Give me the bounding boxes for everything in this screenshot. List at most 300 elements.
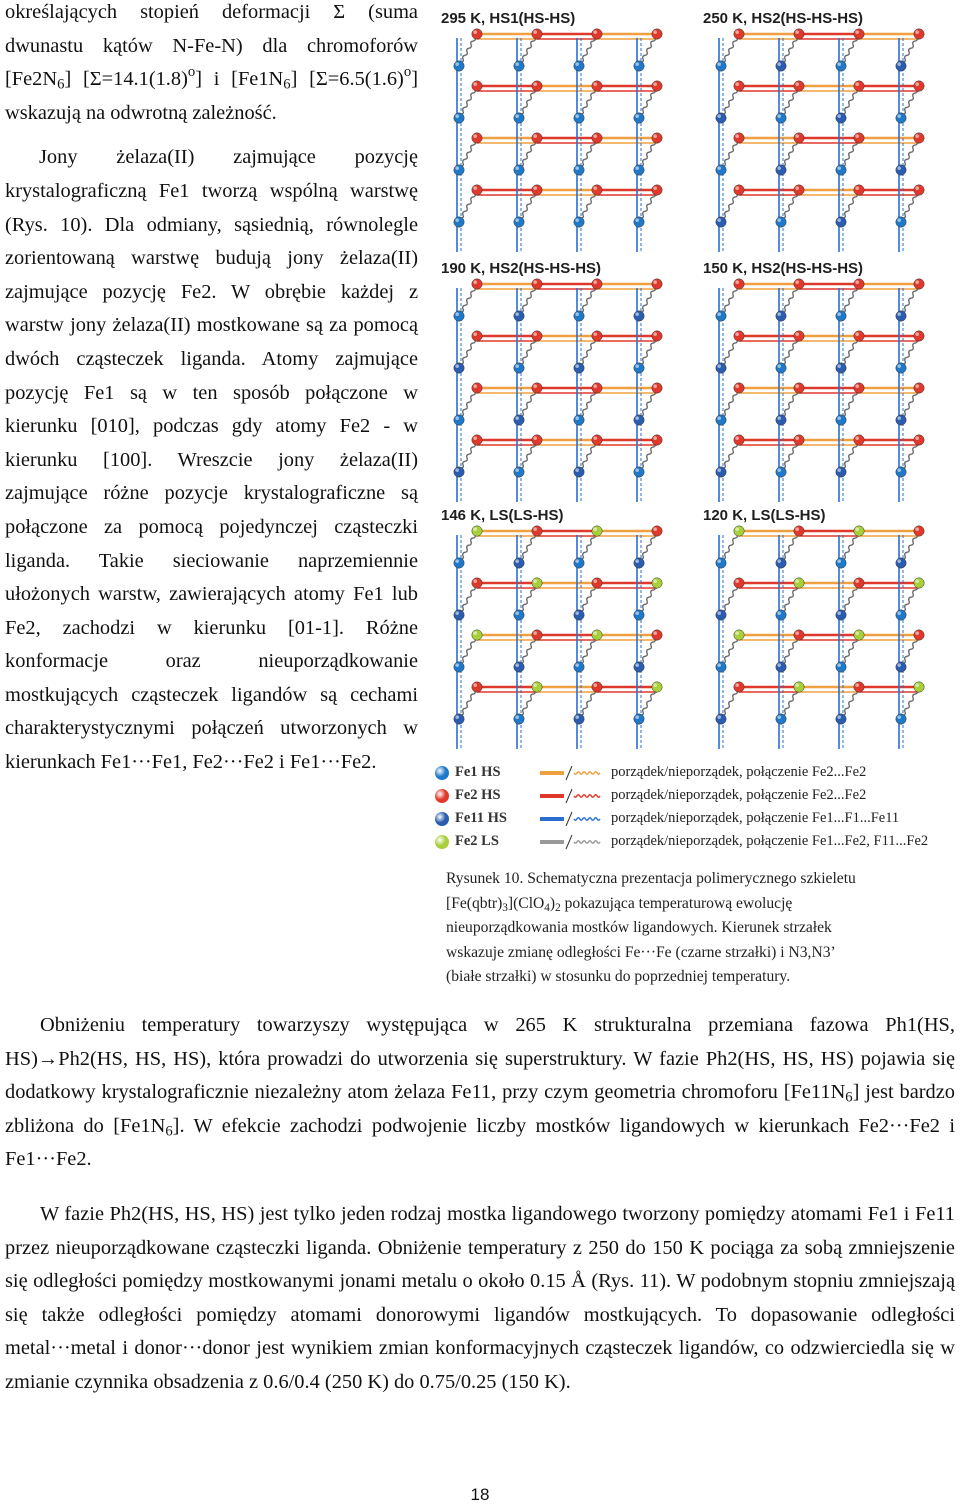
atom-highlight bbox=[777, 416, 781, 420]
fe-atom bbox=[794, 185, 804, 195]
fe-atom bbox=[592, 383, 602, 393]
atom-highlight bbox=[735, 631, 739, 635]
lattice-group bbox=[716, 29, 924, 252]
fe-atom bbox=[574, 610, 584, 620]
atom-highlight bbox=[575, 218, 579, 222]
fe-atom bbox=[472, 29, 482, 39]
fe-atom bbox=[574, 217, 584, 227]
fe-atom bbox=[652, 578, 662, 588]
fe-atom bbox=[896, 662, 906, 672]
fe-atom bbox=[854, 133, 864, 143]
fe-atom bbox=[514, 610, 524, 620]
atom-highlight bbox=[855, 384, 859, 388]
fe-atom bbox=[574, 558, 584, 568]
atom-highlight bbox=[455, 114, 459, 118]
atom-highlight bbox=[717, 611, 721, 615]
atom-highlight bbox=[837, 62, 841, 66]
fe-atom bbox=[836, 61, 846, 71]
atom-highlight bbox=[653, 280, 657, 284]
fe-atom bbox=[776, 61, 786, 71]
fe-atom bbox=[652, 630, 662, 640]
atom-highlight bbox=[593, 436, 597, 440]
page-number: 18 bbox=[470, 1485, 490, 1504]
atom-highlight bbox=[717, 62, 721, 66]
fe-atom bbox=[896, 714, 906, 724]
atom-highlight bbox=[635, 364, 639, 368]
fe1-hs-atom-icon bbox=[435, 766, 449, 780]
fe-atom bbox=[532, 526, 542, 536]
atom-highlight bbox=[717, 166, 721, 170]
atom-highlight bbox=[533, 436, 537, 440]
atom-highlight bbox=[455, 416, 459, 420]
fe-atom bbox=[532, 185, 542, 195]
atom-highlight bbox=[515, 166, 519, 170]
atom-highlight bbox=[515, 416, 519, 420]
fe-atom bbox=[794, 435, 804, 445]
atom-highlight bbox=[635, 416, 639, 420]
fe-atom bbox=[794, 630, 804, 640]
fe-atom bbox=[836, 415, 846, 425]
fe-atom bbox=[592, 133, 602, 143]
fe-atom bbox=[652, 279, 662, 289]
lattice-panel-250K bbox=[695, 8, 953, 258]
fe-atom bbox=[574, 467, 584, 477]
fe-atom bbox=[574, 662, 584, 672]
lattice-panel-146K bbox=[433, 505, 691, 755]
lattice-group bbox=[454, 526, 662, 749]
separator-slash bbox=[566, 812, 572, 826]
fe-atom bbox=[794, 133, 804, 143]
atom-highlight bbox=[915, 30, 919, 34]
figure-caption bbox=[446, 867, 951, 990]
atom-highlight bbox=[795, 186, 799, 190]
atom-highlight bbox=[455, 166, 459, 170]
fe-atom bbox=[716, 165, 726, 175]
fe-atom bbox=[854, 383, 864, 393]
legend-text: porządek/nieporządek, połączenie Fe2...Fe2 bbox=[611, 787, 867, 803]
atom-highlight bbox=[795, 683, 799, 687]
atom-highlight bbox=[717, 559, 721, 563]
atom-highlight bbox=[915, 186, 919, 190]
atom-highlight bbox=[455, 468, 459, 472]
atom-highlight bbox=[653, 134, 657, 138]
fe-atom bbox=[716, 467, 726, 477]
atom-highlight bbox=[635, 312, 639, 316]
atom-highlight bbox=[897, 312, 901, 316]
fe-atom bbox=[634, 217, 644, 227]
atom-highlight bbox=[897, 166, 901, 170]
fe-atom bbox=[592, 81, 602, 91]
fe-atom bbox=[472, 526, 482, 536]
fe-atom bbox=[454, 217, 464, 227]
fe-atom bbox=[914, 578, 924, 588]
atom-highlight bbox=[915, 527, 919, 531]
atom-highlight bbox=[593, 332, 597, 336]
atom-highlight bbox=[473, 30, 477, 34]
lattice-diagram bbox=[695, 505, 953, 755]
atom-highlight bbox=[837, 312, 841, 316]
atom-highlight bbox=[855, 134, 859, 138]
fe-atom bbox=[734, 578, 744, 588]
atom-highlight bbox=[635, 62, 639, 66]
fe-atom bbox=[734, 81, 744, 91]
atom-highlight bbox=[575, 559, 579, 563]
fe-atom bbox=[776, 467, 786, 477]
fe-atom bbox=[454, 113, 464, 123]
atom-highlight bbox=[593, 527, 597, 531]
fe-atom bbox=[634, 467, 644, 477]
atom-highlight bbox=[635, 218, 639, 222]
atom-highlight bbox=[533, 579, 537, 583]
atom-highlight bbox=[915, 134, 919, 138]
atom-highlight bbox=[897, 468, 901, 472]
atom-highlight bbox=[653, 527, 657, 531]
atom-highlight bbox=[837, 715, 841, 719]
atom-highlight bbox=[795, 384, 799, 388]
fe-atom bbox=[574, 165, 584, 175]
fe-atom bbox=[634, 415, 644, 425]
atom-highlight bbox=[533, 384, 537, 388]
atom-highlight bbox=[575, 663, 579, 667]
caption-line: $[Fe(qbtr)_3](ClO_4)_2$ pokazująca temperaturową ewolucję bbox=[446, 894, 793, 914]
fe-atom bbox=[776, 165, 786, 175]
atom-highlight bbox=[575, 715, 579, 719]
fe-atom bbox=[734, 29, 744, 39]
atom-highlight bbox=[515, 364, 519, 368]
separator-slash bbox=[566, 766, 572, 780]
fe-atom bbox=[592, 29, 602, 39]
atom-highlight bbox=[455, 364, 459, 368]
atom-highlight bbox=[915, 683, 919, 687]
legend-text: porządek/nieporządek, połączenie Fe2...Fe2 bbox=[611, 764, 867, 780]
fe-atom bbox=[776, 217, 786, 227]
fe-atom bbox=[914, 133, 924, 143]
fe-atom bbox=[776, 558, 786, 568]
atom-highlight bbox=[473, 527, 477, 531]
fe-atom bbox=[836, 662, 846, 672]
fe-atom bbox=[854, 279, 864, 289]
panel-label: 295 K, HS1(HS-HS) bbox=[441, 10, 576, 27]
atom-highlight bbox=[473, 332, 477, 336]
atom-highlight bbox=[515, 559, 519, 563]
atom-highlight bbox=[777, 114, 781, 118]
fe-atom bbox=[652, 29, 662, 39]
fe2-hs-atom-icon bbox=[435, 789, 449, 803]
fe-atom bbox=[836, 714, 846, 724]
atom-highlight bbox=[455, 611, 459, 615]
fe-atom bbox=[592, 630, 602, 640]
atom-highlight bbox=[735, 436, 739, 440]
atom-highlight bbox=[735, 134, 739, 138]
atom-highlight bbox=[897, 364, 901, 368]
fe-atom bbox=[854, 526, 864, 536]
fe-atom bbox=[896, 311, 906, 321]
atom-highlight bbox=[735, 82, 739, 86]
fe-atom bbox=[854, 185, 864, 195]
fe-atom bbox=[472, 630, 482, 640]
atom-highlight bbox=[915, 280, 919, 284]
atom-highlight bbox=[533, 30, 537, 34]
atom-highlight bbox=[897, 559, 901, 563]
atom-highlight bbox=[855, 280, 859, 284]
fe-atom bbox=[896, 61, 906, 71]
fe-atom bbox=[854, 630, 864, 640]
fe-atom bbox=[532, 279, 542, 289]
fe11-hs-atom-icon bbox=[435, 812, 449, 826]
fe-atom bbox=[716, 113, 726, 123]
fe-atom bbox=[914, 331, 924, 341]
fe-atom bbox=[634, 610, 644, 620]
fe-atom bbox=[634, 558, 644, 568]
atom-highlight bbox=[735, 579, 739, 583]
fe-atom bbox=[652, 383, 662, 393]
fe-atom bbox=[514, 415, 524, 425]
fe-atom bbox=[652, 435, 662, 445]
fe-atom bbox=[574, 113, 584, 123]
caption-line: (białe strzałki) w stosunku do poprzedniej temperatury. bbox=[446, 968, 791, 986]
atom-highlight bbox=[575, 62, 579, 66]
separator-slash bbox=[566, 835, 572, 849]
atom-highlight bbox=[837, 114, 841, 118]
atom-highlight bbox=[533, 527, 537, 531]
fe-atom bbox=[854, 682, 864, 692]
fe-atom bbox=[914, 279, 924, 289]
fe-atom bbox=[716, 217, 726, 227]
fe-atom bbox=[794, 578, 804, 588]
fe-atom bbox=[592, 526, 602, 536]
lattice-group bbox=[716, 279, 924, 502]
legend-row-fe11-hs bbox=[433, 809, 960, 831]
fe-atom bbox=[896, 467, 906, 477]
fe-atom bbox=[532, 682, 542, 692]
atom-highlight bbox=[653, 683, 657, 687]
atom-highlight bbox=[735, 280, 739, 284]
fe-atom bbox=[896, 363, 906, 373]
atom-highlight bbox=[717, 218, 721, 222]
fe-atom bbox=[794, 383, 804, 393]
lattice-diagram bbox=[433, 258, 691, 508]
fe-atom bbox=[716, 714, 726, 724]
fe-atom bbox=[532, 630, 542, 640]
fe-atom bbox=[574, 363, 584, 373]
fe-atom bbox=[574, 714, 584, 724]
fe-atom bbox=[914, 29, 924, 39]
fe-atom bbox=[914, 682, 924, 692]
fe-atom bbox=[634, 311, 644, 321]
atom-highlight bbox=[777, 218, 781, 222]
fe-atom bbox=[896, 415, 906, 425]
atom-highlight bbox=[515, 468, 519, 472]
atom-highlight bbox=[837, 166, 841, 170]
atom-highlight bbox=[653, 436, 657, 440]
separator-slash bbox=[566, 789, 572, 803]
atom-highlight bbox=[575, 611, 579, 615]
atom-highlight bbox=[795, 134, 799, 138]
atom-highlight bbox=[533, 332, 537, 336]
atom-highlight bbox=[855, 579, 859, 583]
atom-highlight bbox=[795, 280, 799, 284]
atom-highlight bbox=[533, 186, 537, 190]
fe-atom bbox=[734, 279, 744, 289]
atom-highlight bbox=[855, 82, 859, 86]
fe-atom bbox=[472, 185, 482, 195]
atom-highlight bbox=[533, 134, 537, 138]
fe-atom bbox=[634, 714, 644, 724]
fe-atom bbox=[794, 331, 804, 341]
atom-highlight bbox=[575, 312, 579, 316]
atom-highlight bbox=[717, 715, 721, 719]
fe-atom bbox=[634, 662, 644, 672]
fe-atom bbox=[532, 29, 542, 39]
lattice-panel-120K bbox=[695, 505, 953, 755]
atom-highlight bbox=[533, 82, 537, 86]
fe-atom bbox=[532, 81, 542, 91]
fe-atom bbox=[574, 61, 584, 71]
fe-atom bbox=[854, 435, 864, 445]
fe-atom bbox=[634, 165, 644, 175]
atom-highlight bbox=[855, 332, 859, 336]
fe-atom bbox=[532, 133, 542, 143]
fe-atom bbox=[514, 311, 524, 321]
ligand-bridge bbox=[574, 841, 600, 844]
ligand-bridge bbox=[574, 795, 600, 798]
fe-atom bbox=[794, 682, 804, 692]
fe-atom bbox=[716, 415, 726, 425]
fe-atom bbox=[776, 363, 786, 373]
lattice-diagram bbox=[695, 8, 953, 258]
fe-atom bbox=[514, 662, 524, 672]
atom-highlight bbox=[837, 559, 841, 563]
atom-highlight bbox=[455, 559, 459, 563]
fe-atom bbox=[454, 610, 464, 620]
fe-atom bbox=[634, 113, 644, 123]
atom-highlight bbox=[515, 663, 519, 667]
fe-atom bbox=[914, 81, 924, 91]
fe-atom bbox=[592, 279, 602, 289]
fe-atom bbox=[592, 578, 602, 588]
fe-atom bbox=[854, 331, 864, 341]
fe-atom bbox=[914, 630, 924, 640]
fe-atom bbox=[734, 682, 744, 692]
left-paragraph-1: określających stopień deformacji Σ (suma dwunastu kątów N-Fe-N) dla chromoforów $[Fe2N_6]$ $[\Sigma=14.1(1.8)^o]$ i $[Fe1N_6]$ $[\Sigma=6.5(1.6)^o]$ wskazują na odwrotną zależność. bbox=[5, 1, 418, 124]
body-paragraph-2: W fazie Ph2(HS, HS, HS) jest tylko jeden rodzaj mostka ligandowego tworzony pomiędzy atomami Fe1 i Fe11 przez nieuporządkowane cząsteczki liganda. Obniżenie temperatury z 250 do 150 K pociąga za sobą zmniejszenie się odległości pomiędzy mostkowanymi jonami metalu o około 0.15 Å (Rys. 11). W podobnym stopniu zmniejszają się także odległości pomiędzy atomami donorowymi ligandów mostkujących. To dopasowanie odległości metal···metal i donor···donor jest wynikiem zmian konformacyjnych cząsteczek ligandów, co odzwierciedla się w zmianie czynnika obsadzenia z 0.6/0.4 (250 K) do 0.75/0.25 (150 K). bbox=[5, 1202, 955, 1393]
fe-atom bbox=[896, 113, 906, 123]
atom-highlight bbox=[575, 416, 579, 420]
atom-highlight bbox=[837, 218, 841, 222]
atom-highlight bbox=[653, 332, 657, 336]
body-text bbox=[5, 1009, 955, 1400]
atom-highlight bbox=[593, 30, 597, 34]
fe-atom bbox=[454, 415, 464, 425]
fe-atom bbox=[914, 383, 924, 393]
fe-atom bbox=[514, 165, 524, 175]
atom-highlight bbox=[593, 683, 597, 687]
atom-highlight bbox=[533, 683, 537, 687]
atom-highlight bbox=[837, 611, 841, 615]
atom-highlight bbox=[575, 114, 579, 118]
caption-line: nieuporządkowania mostków ligandowych. Kierunek strzałek bbox=[446, 919, 832, 937]
fe-atom bbox=[454, 165, 464, 175]
fe-atom bbox=[454, 61, 464, 71]
fe-atom bbox=[776, 714, 786, 724]
atom-highlight bbox=[897, 218, 901, 222]
atom-highlight bbox=[473, 384, 477, 388]
legend-atom-label: Fe2 HS bbox=[455, 787, 501, 803]
fe-atom bbox=[574, 415, 584, 425]
panel-label: 250 K, HS2(HS-HS-HS) bbox=[703, 10, 864, 27]
fe-atom bbox=[734, 526, 744, 536]
atom-highlight bbox=[473, 82, 477, 86]
fe-atom bbox=[532, 383, 542, 393]
atom-highlight bbox=[533, 631, 537, 635]
legend-atom-label: Fe11 HS bbox=[455, 810, 507, 826]
atom-highlight bbox=[593, 579, 597, 583]
body-paragraph-1: Obniżeniu temperatury towarzyszy występująca w 265 K strukturalna przemiana fazowa Ph1(HS, HS)→Ph2(HS, HS, HS), która prowadzi do utworzenia się superstruktury. W fazie Ph2(HS, HS, HS) pojawia się dodatkowy krystalograficznie niezależny atom żelaza Fe11, przy czym geometria chromoforu $[Fe11N_6]$ jest bardzo zbliżona do $[Fe1N_6]$. W efekcie zachodzi podwojenie liczby mostków ligandowych w kierunkach Fe2···Fe2 i Fe1···Fe2. bbox=[5, 1014, 955, 1171]
atom-highlight bbox=[897, 663, 901, 667]
atom-highlight bbox=[473, 134, 477, 138]
fe-atom bbox=[532, 331, 542, 341]
fe-atom bbox=[776, 415, 786, 425]
atom-highlight bbox=[735, 683, 739, 687]
atom-highlight bbox=[795, 527, 799, 531]
atom-highlight bbox=[717, 416, 721, 420]
fe-atom bbox=[652, 526, 662, 536]
bond-line-icon bbox=[538, 832, 602, 852]
legend-atom-label: Fe1 HS bbox=[455, 764, 501, 780]
fe-atom bbox=[734, 331, 744, 341]
fe-atom bbox=[836, 217, 846, 227]
fe-atom bbox=[472, 435, 482, 445]
lattice-panel-190K bbox=[433, 258, 691, 508]
fe-atom bbox=[652, 682, 662, 692]
atom-highlight bbox=[897, 62, 901, 66]
fe-atom bbox=[716, 61, 726, 71]
fe-atom bbox=[514, 558, 524, 568]
lattice-panel-150K bbox=[695, 258, 953, 508]
fe-atom bbox=[652, 133, 662, 143]
fe-atom bbox=[454, 467, 464, 477]
atom-highlight bbox=[717, 468, 721, 472]
ligand-bridge bbox=[574, 772, 600, 775]
atom-highlight bbox=[777, 364, 781, 368]
panel-label: 146 K, LS(LS-HS) bbox=[441, 507, 564, 524]
fe-atom bbox=[532, 578, 542, 588]
atom-highlight bbox=[593, 186, 597, 190]
atom-highlight bbox=[717, 364, 721, 368]
left-paragraph-2: Jony żelaza(II) zajmujące pozycję krystalograficzną Fe1 tworzą wspólną warstwę (Rys. 10). Dla odmiany, sąsiednią, równolegle zorientowaną warstwę budują jony żelaza(II) zajmujące pozycję Fe2. W obrębie każdej z warstw jony żelaza(II) mostkowane są za pomocą dwóch cząsteczek liganda. Atomy zajmujące pozycję Fe1 są w ten sposób połączone w kierunku [010], podczas gdy atomy Fe2 - w kierunku [100]. Wreszcie jony żelaza(II) zajmujące różne pozycje krystalograficzne są połączone za pomocą pojedynczej cząsteczki liganda. Takie sieciowanie naprzemiennie ułożonych warstw, zawierających atomy Fe1 lub Fe2, zachodzi w kierunku [01-1]. Różne konformacje oraz nieuporządkowanie mostkujących cząsteczek ligandów są cechami charakterystycznymi połączeń utworzonych w kierunkach Fe1···Fe1, Fe2···Fe2 i Fe1···Fe2. bbox=[5, 146, 418, 774]
atom-highlight bbox=[897, 715, 901, 719]
atom-highlight bbox=[795, 30, 799, 34]
atom-highlight bbox=[855, 436, 859, 440]
fe-atom bbox=[914, 435, 924, 445]
atom-highlight bbox=[915, 384, 919, 388]
fe-atom bbox=[836, 363, 846, 373]
lattice-group bbox=[454, 279, 662, 502]
atom-highlight bbox=[777, 468, 781, 472]
legend-row-fe1-hs bbox=[433, 763, 960, 785]
atom-highlight bbox=[593, 134, 597, 138]
atom-highlight bbox=[593, 631, 597, 635]
atom-highlight bbox=[455, 312, 459, 316]
fe-atom bbox=[914, 185, 924, 195]
atom-highlight bbox=[837, 364, 841, 368]
legend-row-fe2-ls bbox=[433, 832, 960, 854]
fe-atom bbox=[574, 311, 584, 321]
atom-highlight bbox=[855, 683, 859, 687]
atom-highlight bbox=[915, 332, 919, 336]
fe-atom bbox=[454, 662, 464, 672]
atom-highlight bbox=[855, 30, 859, 34]
